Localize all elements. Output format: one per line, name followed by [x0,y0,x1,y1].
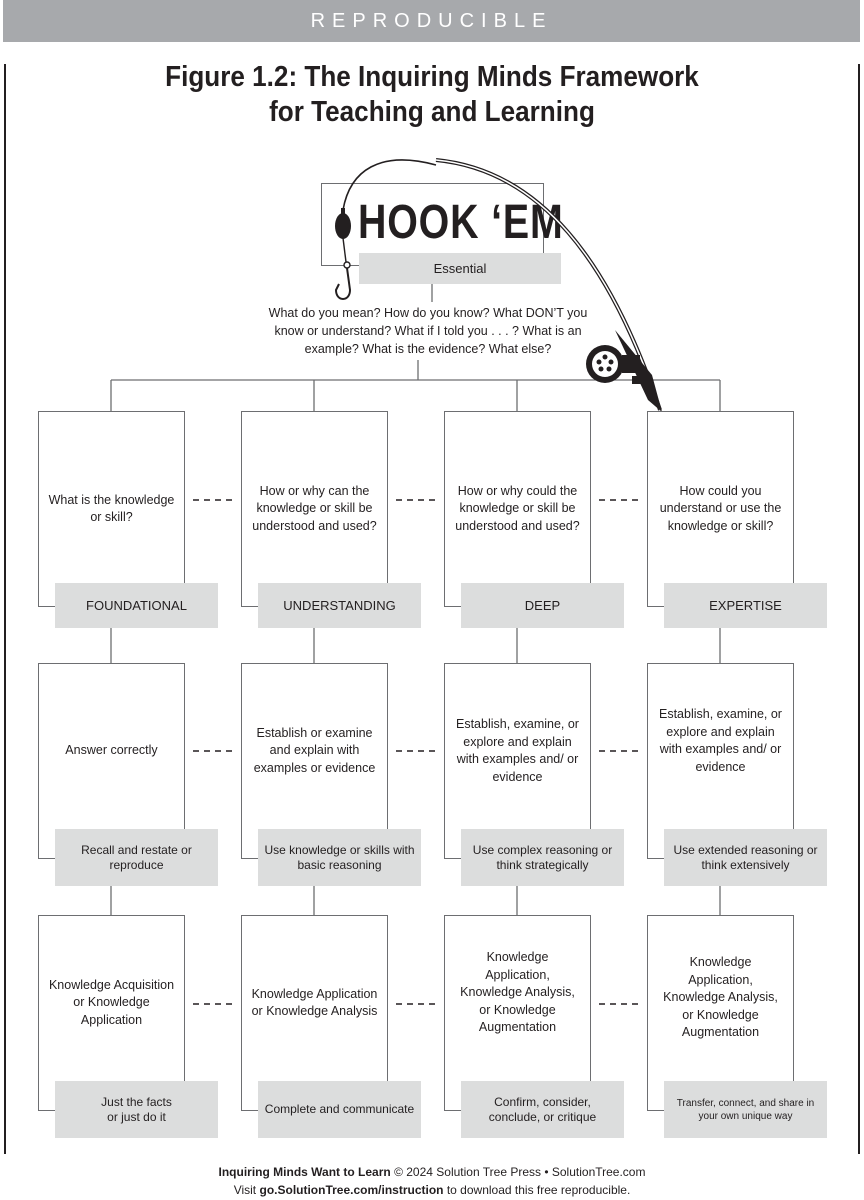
hook-em-label: HOOK ‘EM [358,196,564,249]
footer-line-2 [0,1181,864,1199]
understanding-box [241,411,388,607]
foundational-box [38,411,185,607]
foundational-question: What is the knowledge or skill? [48,492,175,524]
deep-label: DEEP [461,583,624,628]
download-text: to download this free reproducible. [446,1183,631,1197]
foundational-outcome-label: Just the facts or just do it [55,1081,218,1138]
download-link[interactable]: go.SolutionTree.com/instruction [259,1183,444,1197]
copyright: © 2024 Solution Tree Press • SolutionTree.com [394,1165,646,1179]
expertise-label: EXPERTISE [664,583,827,628]
expertise-reasoning-label: Use extended reasoning or think extensively [664,829,827,886]
foundational-skill-text: Answer correctly [65,743,158,758]
understanding-outcome-label: Complete and communicate [258,1081,421,1138]
deep-question: How or why could the knowledge or skill be understood and used? [455,483,580,533]
foundational-reasoning-label: Recall and restate or reproduce [55,829,218,886]
figure-title-line-2: for Teaching and Learning [269,96,595,128]
understanding-skill-text: Establish or examine and explain with examples or evidence [253,725,376,775]
expertise-skill-text: Establish, examine, or explore and explain with examples and/ or evidence [659,707,782,774]
figure-title-line-1: Figure 1.2: The Inquiring Minds Framework [165,61,699,93]
deep-box [444,411,591,607]
expertise-knowledge-text: Knowledge Application, Knowledge Analysis, or Knowledge Augmentation [663,955,778,1040]
reproducible-banner: REPRODUCIBLE [3,0,860,42]
footer-line-1 [0,1163,864,1181]
essential-label: Essential [359,253,561,284]
foundational-knowledge-text: Knowledge Acquisition or Knowledge Application [48,977,175,1027]
deep-outcome-label: Confirm, consider, conclude, or critique [461,1081,624,1138]
foundational-label: FOUNDATIONAL [55,583,218,628]
understanding-reasoning-label: Use knowledge or skills with basic reasoning [258,829,421,886]
deep-reasoning-label: Use complex reasoning or think strategically [461,829,624,886]
understanding-label: UNDERSTANDING [258,583,421,628]
expertise-question: How could you understand or use the knowledge or skill? [659,483,782,533]
deep-knowledge-text: Knowledge Application, Knowledge Analysis, or Knowledge Augmentation [460,950,575,1035]
essential-questions: What do you mean? How do you know? What DON’T you know or understand? What if I told you . . . ? What is an example? What is the evidence? What else? [268,306,588,356]
book-title: Inquiring Minds Want to Learn [218,1165,391,1179]
deep-skill-text: Establish, examine, or explore and explain with examples and/ or evidence [456,717,579,784]
footer [0,1163,864,1199]
understanding-knowledge-text: Knowledge Application or Knowledge Analysis [251,986,378,1018]
expertise-box [647,411,794,607]
expertise-outcome-label: Transfer, connect, and share in your own unique way [664,1081,827,1138]
visit-text: Visit [233,1183,257,1197]
understanding-question: How or why can the knowledge or skill be understood and used? [252,483,377,533]
